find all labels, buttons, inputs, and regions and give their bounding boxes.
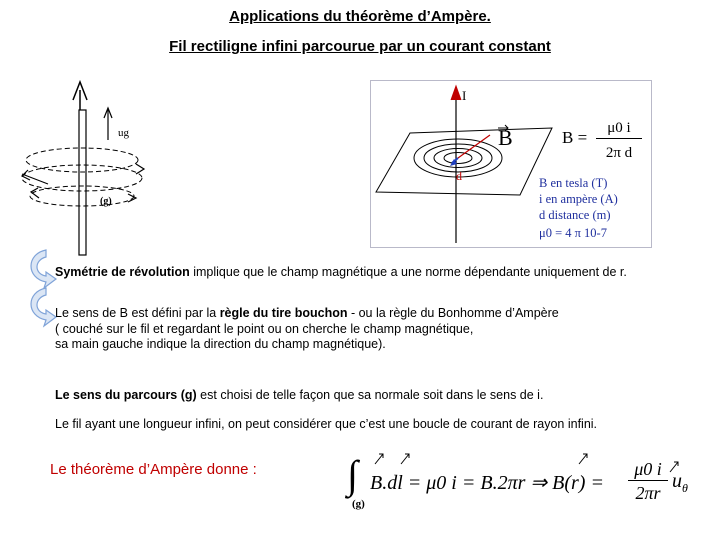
label-I: I — [462, 88, 467, 103]
integral-sign: ∫ — [347, 452, 358, 497]
result-denominator: 2πr — [635, 483, 661, 503]
sense-paragraph: Le sens de B est défini par la règle du tire bouchon - ou la règle du Bonhomme d’Ampère ( couché sur le fil et regardant le point ou on cherche le champ magnétique, sa main gauche indique la direction du champ magnétique). — [55, 306, 559, 351]
label-g: (g) — [100, 196, 112, 207]
unit-i: i en ampère (A) — [539, 192, 618, 206]
symmetry-rest: implique que le champ magnétique a une norme dépendante uniquement de r. — [189, 265, 627, 279]
formula-lhs: B = — [562, 128, 588, 147]
unit-B: B en tesla (T) — [539, 176, 608, 190]
wire-field-diagram — [18, 70, 168, 260]
radius-d — [458, 135, 490, 158]
page-title: Applications du théorème d’Ampère. — [229, 8, 491, 25]
formula-numerator: μ0 i — [596, 118, 642, 139]
current-arrow — [451, 86, 461, 100]
label-d: d — [456, 169, 462, 183]
infinite-wire-paragraph: Le fil ayant une longueur infini, on peut considérer que c’est une boucle de courant de rayon infini. — [55, 417, 598, 431]
label-ug: ug — [118, 127, 129, 139]
path-bold: Le sens du parcours (g) — [55, 388, 197, 402]
curved-arrow-icon — [31, 250, 56, 288]
wire-rod — [79, 110, 86, 255]
theorem-label: Le théorème d’Ampère donne : — [50, 461, 257, 478]
mu0-value: μ0 = 4 π 10-7 — [539, 226, 607, 240]
unit-d: d distance (m) — [539, 208, 611, 222]
curved-arrows — [22, 246, 58, 328]
page-subtitle: Fil rectiligne infini parcourue par un courant constant — [169, 38, 551, 55]
plane — [376, 128, 552, 195]
result-numerator: μ0 i — [628, 458, 668, 481]
label-B: B — [498, 125, 513, 150]
integral-subscript: (g) — [352, 498, 365, 510]
symmetry-bold: Symétrie de révolution — [55, 265, 190, 279]
unit-vector: $u_\theta$ — [672, 470, 688, 495]
tire-bouchon-rule: règle du tire bouchon — [219, 306, 348, 320]
symmetry-paragraph — [55, 265, 627, 281]
path-paragraph: Le sens du parcours (g) est choisi de telle façon que sa normale soit dans le sens de i. — [55, 388, 544, 402]
ampere-expression: B.dl = μ0 i = B.2πr ⇒ B(r) = — [370, 472, 604, 494]
field-plane-diagram — [370, 80, 652, 248]
curved-arrow-icon — [31, 288, 56, 326]
formula-denominator: 2π d — [605, 145, 633, 161]
